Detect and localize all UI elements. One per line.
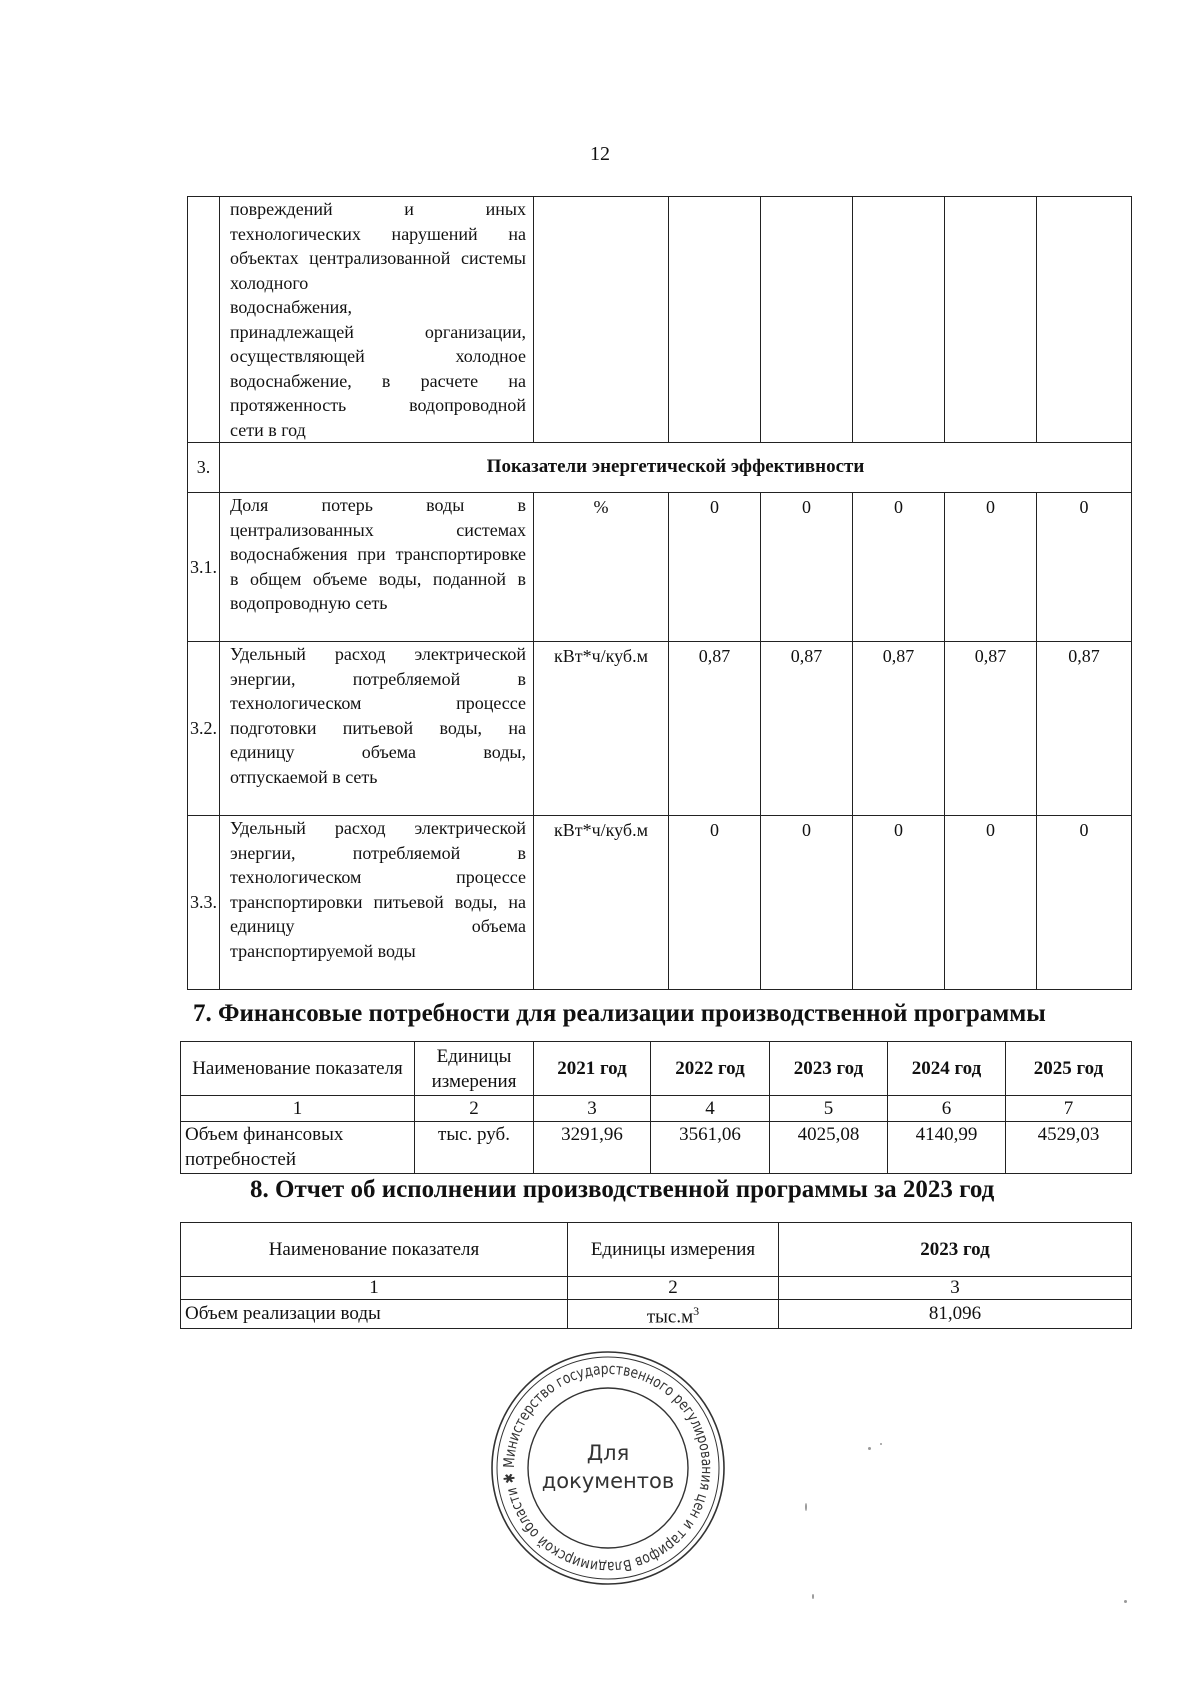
name-line: Удельный расход: [230, 644, 386, 664]
name-line: системы холодного: [230, 248, 526, 293]
table-row: [188, 816, 1132, 990]
table-row: [181, 1122, 1132, 1174]
value-cell: 0: [1037, 493, 1132, 642]
stamp-center-line1: Для: [586, 1441, 630, 1465]
indicators-table: [187, 196, 1132, 990]
name-line: отпускаемой в сеть: [230, 766, 378, 787]
table-row: [188, 493, 1132, 642]
table-row: [188, 642, 1132, 816]
value-cell: 0: [853, 816, 945, 990]
section-title: Показатели энергетической эффективности: [220, 443, 1132, 493]
table-row: [188, 197, 1132, 443]
value-cell: 3561,06: [651, 1122, 770, 1174]
name-line: электрической энергии,: [230, 644, 526, 689]
section8-heading: 8. Отчет об исполнении производственной программы за 2023 год: [250, 1176, 995, 1203]
index-row: [181, 1096, 1132, 1122]
name-line: сети в год: [230, 419, 306, 440]
name-line: осуществляющей холодное: [230, 346, 526, 366]
scan-speck: [868, 1447, 871, 1450]
value-cell: 3291,96: [534, 1122, 651, 1174]
column-header: 2023 год: [770, 1042, 888, 1096]
name-line: потребляемой в: [352, 842, 526, 863]
column-header: 2025 год: [1006, 1042, 1132, 1096]
scan-speck: [1124, 1600, 1127, 1603]
index-cell: 5: [770, 1096, 888, 1122]
indicator-name: [220, 493, 534, 642]
value-cell: 4025,08: [770, 1122, 888, 1174]
name-line: подготовки питьевой воды, на: [230, 717, 526, 738]
unit-cell: [568, 1300, 779, 1329]
name-line: технологическом процессе: [230, 867, 526, 887]
index-cell: 1: [181, 1277, 568, 1300]
unit-text: тыс.м: [646, 1306, 694, 1328]
name-line: транспортируемой воды: [230, 940, 416, 961]
name-line: транспортировки питьевой: [230, 891, 444, 912]
scan-speck: [880, 1443, 882, 1445]
column-header: 2024 год: [888, 1042, 1006, 1096]
section7-heading: 7. Финансовые потребности для реализации производственной программы: [193, 1000, 1046, 1027]
value-cell: 0: [945, 493, 1037, 642]
value-cell: 0: [761, 816, 853, 990]
index-cell: 7: [1006, 1096, 1132, 1122]
official-stamp: [488, 1348, 728, 1588]
index-cell: 2: [568, 1277, 779, 1300]
value-cell: 4529,03: [1006, 1122, 1132, 1174]
index-cell: 6: [888, 1096, 1006, 1122]
indicator-name: Объем финансовых потребностей: [181, 1122, 415, 1174]
header-row: [181, 1223, 1132, 1277]
row-number: 3.2.: [188, 642, 220, 816]
value-cell: 0: [853, 493, 945, 642]
scan-speck: [812, 1594, 814, 1599]
column-header: Наименование показателя: [181, 1223, 568, 1277]
column-header: Наименование показателя: [181, 1042, 415, 1096]
financial-needs-table: [180, 1041, 1132, 1174]
index-cell: 1: [181, 1096, 415, 1122]
name-line: водоснабжение, в расчете на: [230, 370, 526, 391]
value-cell: 0,87: [669, 642, 761, 816]
table-row: [181, 1300, 1132, 1329]
name-line: Доля потерь воды в: [230, 495, 526, 515]
indicator-name: [220, 816, 534, 990]
value-cell: 0,87: [1037, 642, 1132, 816]
name-line: электрической энергии,: [230, 818, 526, 863]
section-row: [188, 443, 1132, 493]
value-cell: 0: [945, 816, 1037, 990]
name-line: протяженность водопроводной: [230, 395, 526, 415]
index-cell: 3: [779, 1277, 1132, 1300]
index-cell: 3: [534, 1096, 651, 1122]
row-number: 3.3.: [188, 816, 220, 990]
name-line: централизованных системах: [230, 519, 526, 540]
name-line: принадлежащей организации,: [230, 321, 526, 342]
name-line: объектах централизованной: [230, 248, 451, 268]
scan-speck: [805, 1503, 807, 1511]
value-cell: 0: [1037, 816, 1132, 990]
unit-cell: кВт*ч/куб.м: [534, 816, 669, 990]
name-line: воды, на единицу объема: [230, 891, 526, 936]
stamp-center-line2: документов: [541, 1469, 675, 1493]
index-row: [181, 1277, 1132, 1300]
indicator-name: [220, 642, 534, 816]
column-header: 2021 год: [534, 1042, 651, 1096]
index-cell: 4: [651, 1096, 770, 1122]
column-header: Единицы измерения: [568, 1223, 779, 1277]
name-line: технологических нарушений на: [230, 223, 526, 244]
value-cell: 0: [761, 493, 853, 642]
name-line: водопроводную сеть: [230, 593, 388, 613]
column-header: Единицы измерения: [415, 1042, 534, 1096]
report-table: [180, 1222, 1132, 1329]
name-line: Удельный расход: [230, 818, 386, 838]
row-number: 3.1.: [188, 493, 220, 642]
unit-cell: %: [534, 493, 669, 642]
name-line: водоснабжения при: [230, 544, 386, 564]
unit-cell: тыс. руб.: [415, 1122, 534, 1174]
name-line: транспортировке в общем: [230, 544, 526, 589]
value-cell: 0,87: [853, 642, 945, 816]
header-row: [181, 1042, 1132, 1096]
unit-superscript: 3: [693, 1304, 700, 1318]
name-line: водоснабжения,: [230, 297, 353, 317]
value-cell: 0: [669, 493, 761, 642]
section-number: 3.: [188, 443, 220, 493]
name-line: единицу объема воды,: [230, 742, 526, 762]
column-header: 2022 год: [651, 1042, 770, 1096]
stamp-ring-text: Министерство государственного регулирования цен и тарифов Владимирской области ✱: [499, 1359, 717, 1577]
value-cell: 81,096: [779, 1300, 1132, 1329]
name-line: технологическом процессе: [230, 693, 526, 713]
value-cell: 0: [669, 816, 761, 990]
name-line: объеме воды, поданной в: [312, 568, 527, 589]
column-header: 2023 год: [779, 1223, 1132, 1277]
indicator-name: Объем реализации воды: [181, 1300, 568, 1329]
name-line: потребляемой в: [352, 668, 526, 689]
value-cell: 0,87: [761, 642, 853, 816]
value-cell: 4140,99: [888, 1122, 1006, 1174]
page-number: 12: [590, 143, 610, 165]
name-line: повреждений и иных: [230, 199, 526, 219]
unit-cell: кВт*ч/куб.м: [534, 642, 669, 816]
indicator-name: [220, 197, 534, 443]
value-cell: 0,87: [945, 642, 1037, 816]
index-cell: 2: [415, 1096, 534, 1122]
